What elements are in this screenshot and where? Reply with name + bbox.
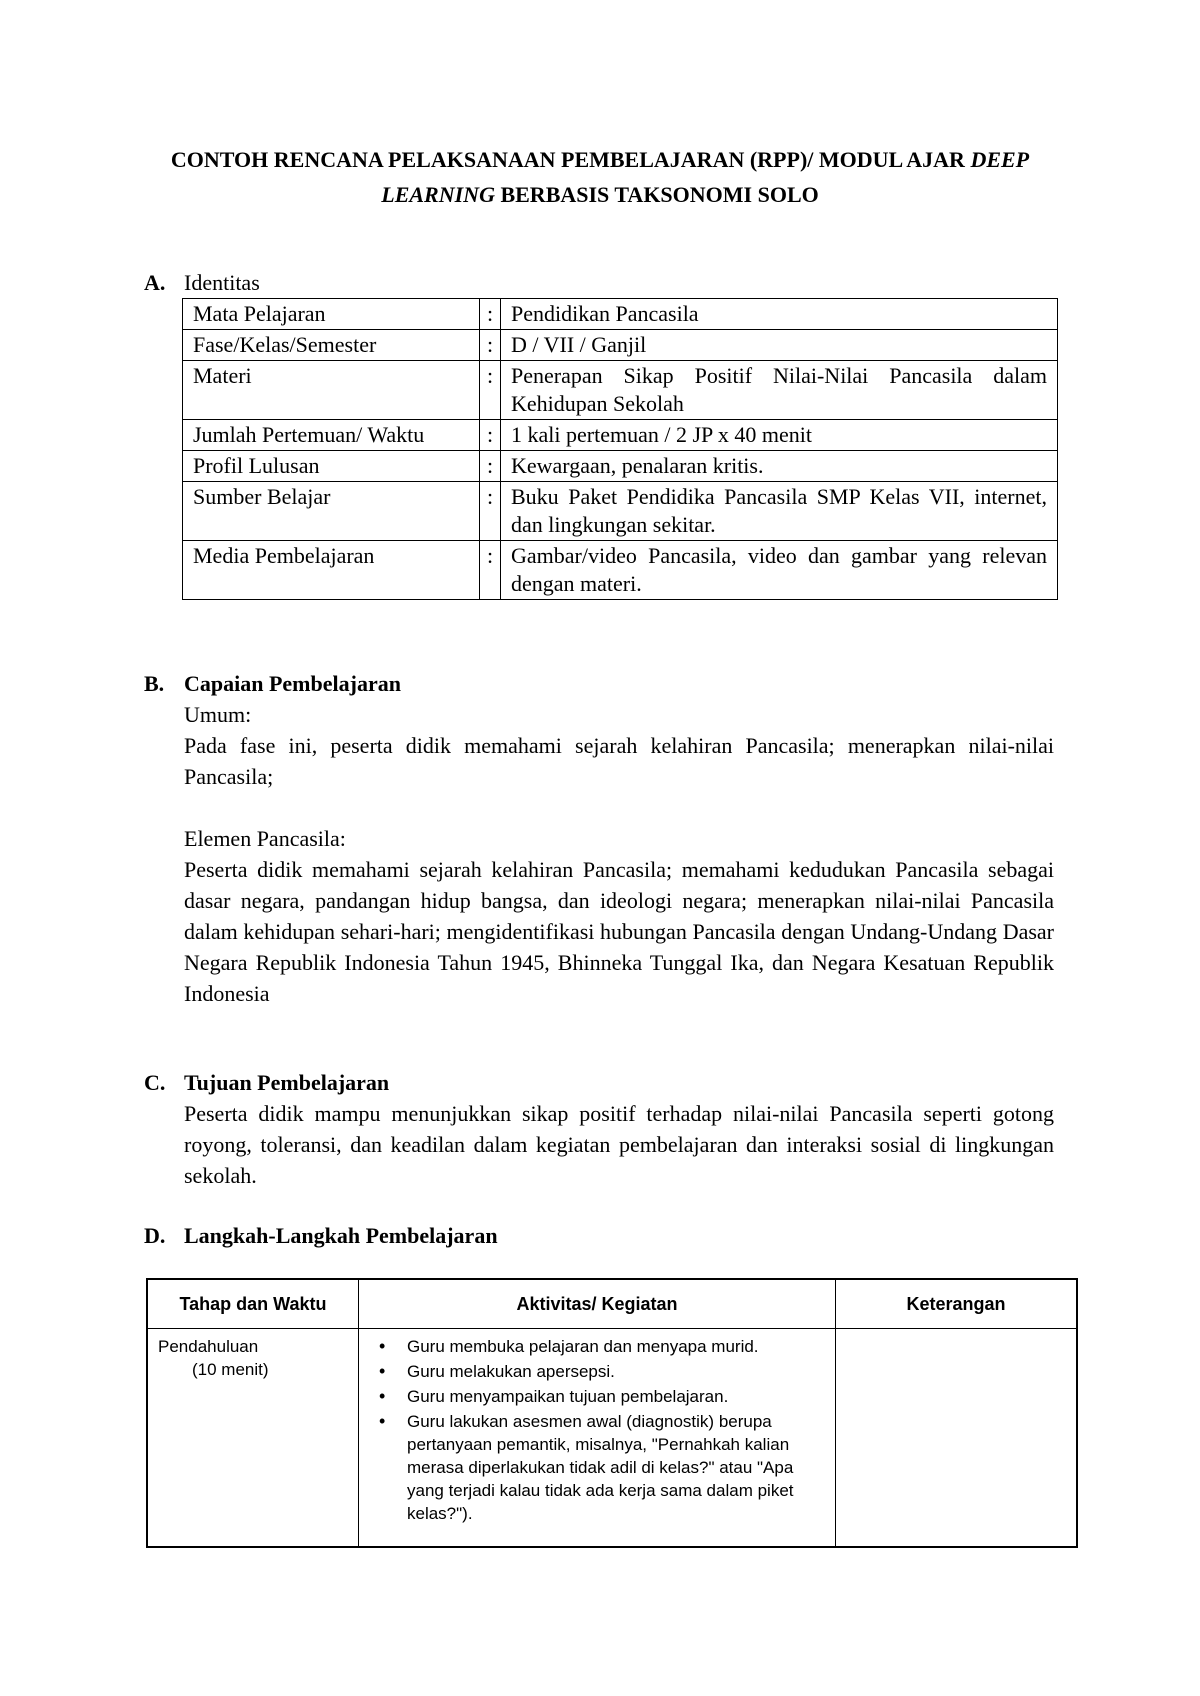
table-row [183,482,1058,541]
learning-steps-table [146,1278,1078,1548]
identity-key: Fase/Kelas/Semester [183,330,480,361]
steps-header-row [147,1279,1077,1329]
table-row [147,1329,1077,1547]
identity-value: Penerapan Sikap Positif Nilai-Nilai Pancasila dalam Kehidupan Sekolah [501,361,1058,420]
identity-value: D / VII / Ganjil [501,330,1058,361]
umum-text: Pada fase ini, peserta didik memahami sejarah kelahiran Pancasila; menerapkan nilai-nilai Pancasila; [184,733,1054,789]
identity-separator: : [480,299,501,330]
table-row [183,361,1058,420]
identity-separator: : [480,482,501,541]
activities-list [369,1335,825,1525]
stage-cell [147,1329,359,1547]
identity-separator: : [480,420,501,451]
section-a-heading [144,268,444,298]
identity-table [182,298,1058,600]
elemen-text: Peserta didik memahami sejarah kelahiran Pancasila; memahami kedudukan Pancasila sebagai dasar negara, pandangan hidup bangsa, dan ideologi negara; menerapkan nilai-nilai Pancasila dalam kehidupan sehari-hari; mengidentifikasi hubungan Pancasila dengan Undang-Undang Dasar Negara Republik Indonesia Tahun 1945, Bhinneka Tunggal Ika, dan Negara Kesatuan Republik Indonesia [184,857,1054,1006]
identity-key: Sumber Belajar [183,482,480,541]
identity-value: Buku Paket Pendidika Pancasila SMP Kelas VII, internet, dan lingkungan sekitar. [501,482,1058,541]
title-line-2 [120,177,1080,212]
identity-key: Jumlah Pertemuan/ Waktu [183,420,480,451]
title-line1-italic: DEEP [970,147,1030,172]
identity-key: Materi [183,361,480,420]
title-line2-italic: LEARNING [381,182,495,207]
stage-name: Pendahuluan [158,1337,259,1356]
keterangan-cell [836,1329,1078,1547]
identity-value: Kewargaan, penalaran kritis. [501,451,1058,482]
section-b-title: Capaian Pembelajaran [184,671,401,696]
identity-value: Pendidikan Pancasila [501,299,1058,330]
list-item: • Guru menyampaikan tujuan pembelajaran. [369,1385,825,1408]
title-line1-plain: CONTOH RENCANA PELAKSANAAN PEMBELAJARAN (RPP)/ MODUL AJAR [170,147,971,172]
stage-duration: (10 menit) [192,1360,269,1379]
elemen-label: Elemen Pancasila: [184,826,346,851]
identity-key: Mata Pelajaran [183,299,480,330]
section-c-letter: C. [144,1070,166,1095]
section-d-title: Langkah-Langkah Pembelajaran [184,1223,498,1248]
header-keterangan: Keterangan [836,1279,1078,1329]
identity-separator: : [480,361,501,420]
umum-label: Umum: [184,702,252,727]
table-row [183,541,1058,600]
section-b [144,669,1054,1009]
list-item: • Guru lakukan asesmen awal (diagnostik) berupa pertanyaan pemantik, misalnya, "Pernahkah kalian merasa diperlakukan tidak adil di kelas?" atau "Apa yang terjadi kalau tidak ada kerja sama dalam piket kelas?"). [369,1410,825,1525]
list-item: • Guru melakukan apersepsi. [369,1360,825,1383]
identity-value: Gambar/video Pancasila, video dan gambar yang relevan dengan materi. [501,541,1058,600]
title-line-1 [120,142,1080,177]
section-d-letter: D. [144,1223,166,1248]
section-a-title: Identitas [184,270,260,295]
identity-separator: : [480,330,501,361]
identity-value: 1 kali pertemuan / 2 JP x 40 menit [501,420,1058,451]
table-row [183,451,1058,482]
section-a-letter: A. [144,270,166,295]
section-b-letter: B. [144,671,165,696]
table-row [183,420,1058,451]
identity-key: Profil Lulusan [183,451,480,482]
list-item: • Guru membuka pelajaran dan menyapa murid. [369,1335,825,1358]
title-line2-plain: BERBASIS TAKSONOMI SOLO [494,182,819,207]
table-row [183,299,1058,330]
header-aktivitas: Aktivitas/ Kegiatan [359,1279,836,1329]
section-d-heading [144,1221,744,1251]
identity-key: Media Pembelajaran [183,541,480,600]
identity-separator: : [480,451,501,482]
tujuan-text: Peserta didik mampu menunjukkan sikap positif terhadap nilai-nilai Pancasila seperti gotong royong, toleransi, dan keadilan dalam kegiatan pembelajaran dan interaksi sosial di lingkungan sekolah. [184,1101,1054,1188]
header-tahap: Tahap dan Waktu [147,1279,359,1329]
identity-separator: : [480,541,501,600]
section-c [144,1068,1054,1191]
table-row [183,330,1058,361]
activities-cell [359,1329,836,1547]
section-c-title: Tujuan Pembelajaran [184,1070,390,1095]
document-title [120,142,1080,212]
